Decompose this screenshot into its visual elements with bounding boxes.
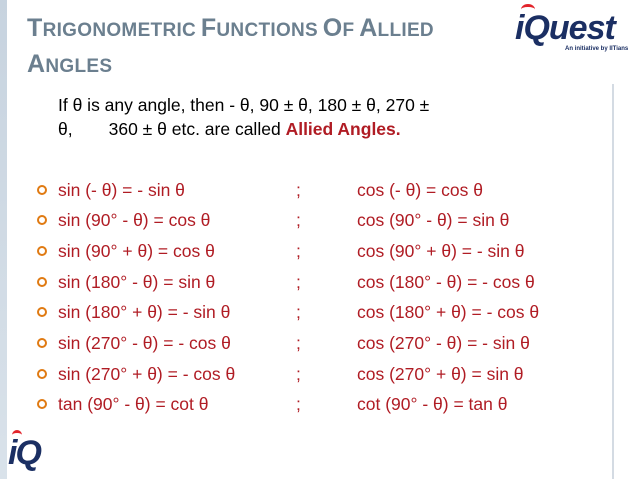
title-cap: T <box>27 14 43 42</box>
formula-row <box>0 389 638 419</box>
title-line-2 <box>27 48 507 84</box>
intro-paragraph <box>58 93 528 141</box>
title-word: NGLES <box>45 56 113 77</box>
formula-row <box>0 359 638 389</box>
formula-sin: sin (90° - θ) = cos θ <box>58 210 211 230</box>
bullet-icon <box>37 246 47 256</box>
title-cap: A <box>359 14 378 42</box>
bullet-icon <box>37 307 47 317</box>
formula-cos: cos (90° - θ) = sin θ <box>357 210 510 230</box>
iquest-logo <box>515 6 633 68</box>
formula-row <box>0 236 638 266</box>
logo-wordmark <box>515 6 633 50</box>
title-cap: A <box>27 50 46 78</box>
formula-row <box>0 175 638 205</box>
formula-sin: sin (180° - θ) = sin θ <box>58 272 216 292</box>
formula-cos: cos (- θ) = cos θ <box>357 180 483 200</box>
formula-row <box>0 267 638 297</box>
formula-sin: sin (270° + θ) = - cos θ <box>58 364 236 384</box>
formula-separator: ; <box>296 272 301 292</box>
formula-separator: ; <box>296 364 301 384</box>
formula-separator: ; <box>296 241 301 261</box>
formula-sin: sin (270° - θ) = - cos θ <box>58 333 231 353</box>
intro-line-1: If θ is any angle, then - θ, 90 ± θ, 180 ± θ, 270 ± <box>58 95 430 115</box>
formula-row <box>0 328 638 358</box>
logo-tagline: An initiative by IITians <box>565 46 629 52</box>
bullet-icon <box>37 338 47 348</box>
formula-tan: tan (90° - θ) = cot θ <box>58 394 209 414</box>
bullet-icon <box>37 369 47 379</box>
intro-theta: θ, <box>58 119 73 139</box>
iq-small-logo <box>8 432 50 474</box>
formula-separator: ; <box>296 210 301 230</box>
formula-cos: cos (90° + θ) = - sin θ <box>357 241 525 261</box>
bullet-icon <box>37 185 47 195</box>
title-word: RIGONOMETRIC <box>42 20 197 41</box>
formula-separator: ; <box>296 394 301 414</box>
formula-cos: cos (180° - θ) = - cos θ <box>357 272 535 292</box>
formula-separator: ; <box>296 333 301 353</box>
formula-separator: ; <box>296 302 301 322</box>
formula-sin: sin (180° + θ) = - sin θ <box>58 302 231 322</box>
formula-row <box>0 297 638 327</box>
logo-text: iQuest <box>515 9 615 47</box>
formula-separator: ; <box>296 180 301 200</box>
intro-line-2 <box>58 117 528 141</box>
title-cap: O <box>322 14 343 42</box>
intro-text: 360 ± θ etc. are called <box>108 119 281 139</box>
title-word: F <box>342 20 355 41</box>
allied-angles-highlight: Allied Angles. <box>285 119 401 139</box>
formula-cos: cos (180° + θ) = - cos θ <box>357 302 540 322</box>
logo-swoosh-icon <box>521 4 535 15</box>
formula-cos: cos (270° + θ) = sin θ <box>357 364 524 384</box>
formula-sin: sin (- θ) = - sin θ <box>58 180 185 200</box>
title-word: LLIED <box>377 20 434 41</box>
title-line-1 <box>27 12 507 48</box>
bullet-icon <box>37 399 47 409</box>
title-cap: F <box>200 14 217 42</box>
slide-title <box>27 12 507 84</box>
formula-row <box>0 205 638 235</box>
formula-cos: cos (270° - θ) = - sin θ <box>357 333 530 353</box>
bullet-icon <box>37 215 47 225</box>
formula-sin: sin (90° + θ) = cos θ <box>58 241 215 261</box>
logo-small-text: iQ <box>8 434 40 472</box>
logo-swoosh-icon <box>12 430 22 440</box>
formula-cot: cot (90° - θ) = tan θ <box>357 394 508 414</box>
title-word: UNCTIONS <box>216 20 319 41</box>
bullet-icon <box>37 277 47 287</box>
